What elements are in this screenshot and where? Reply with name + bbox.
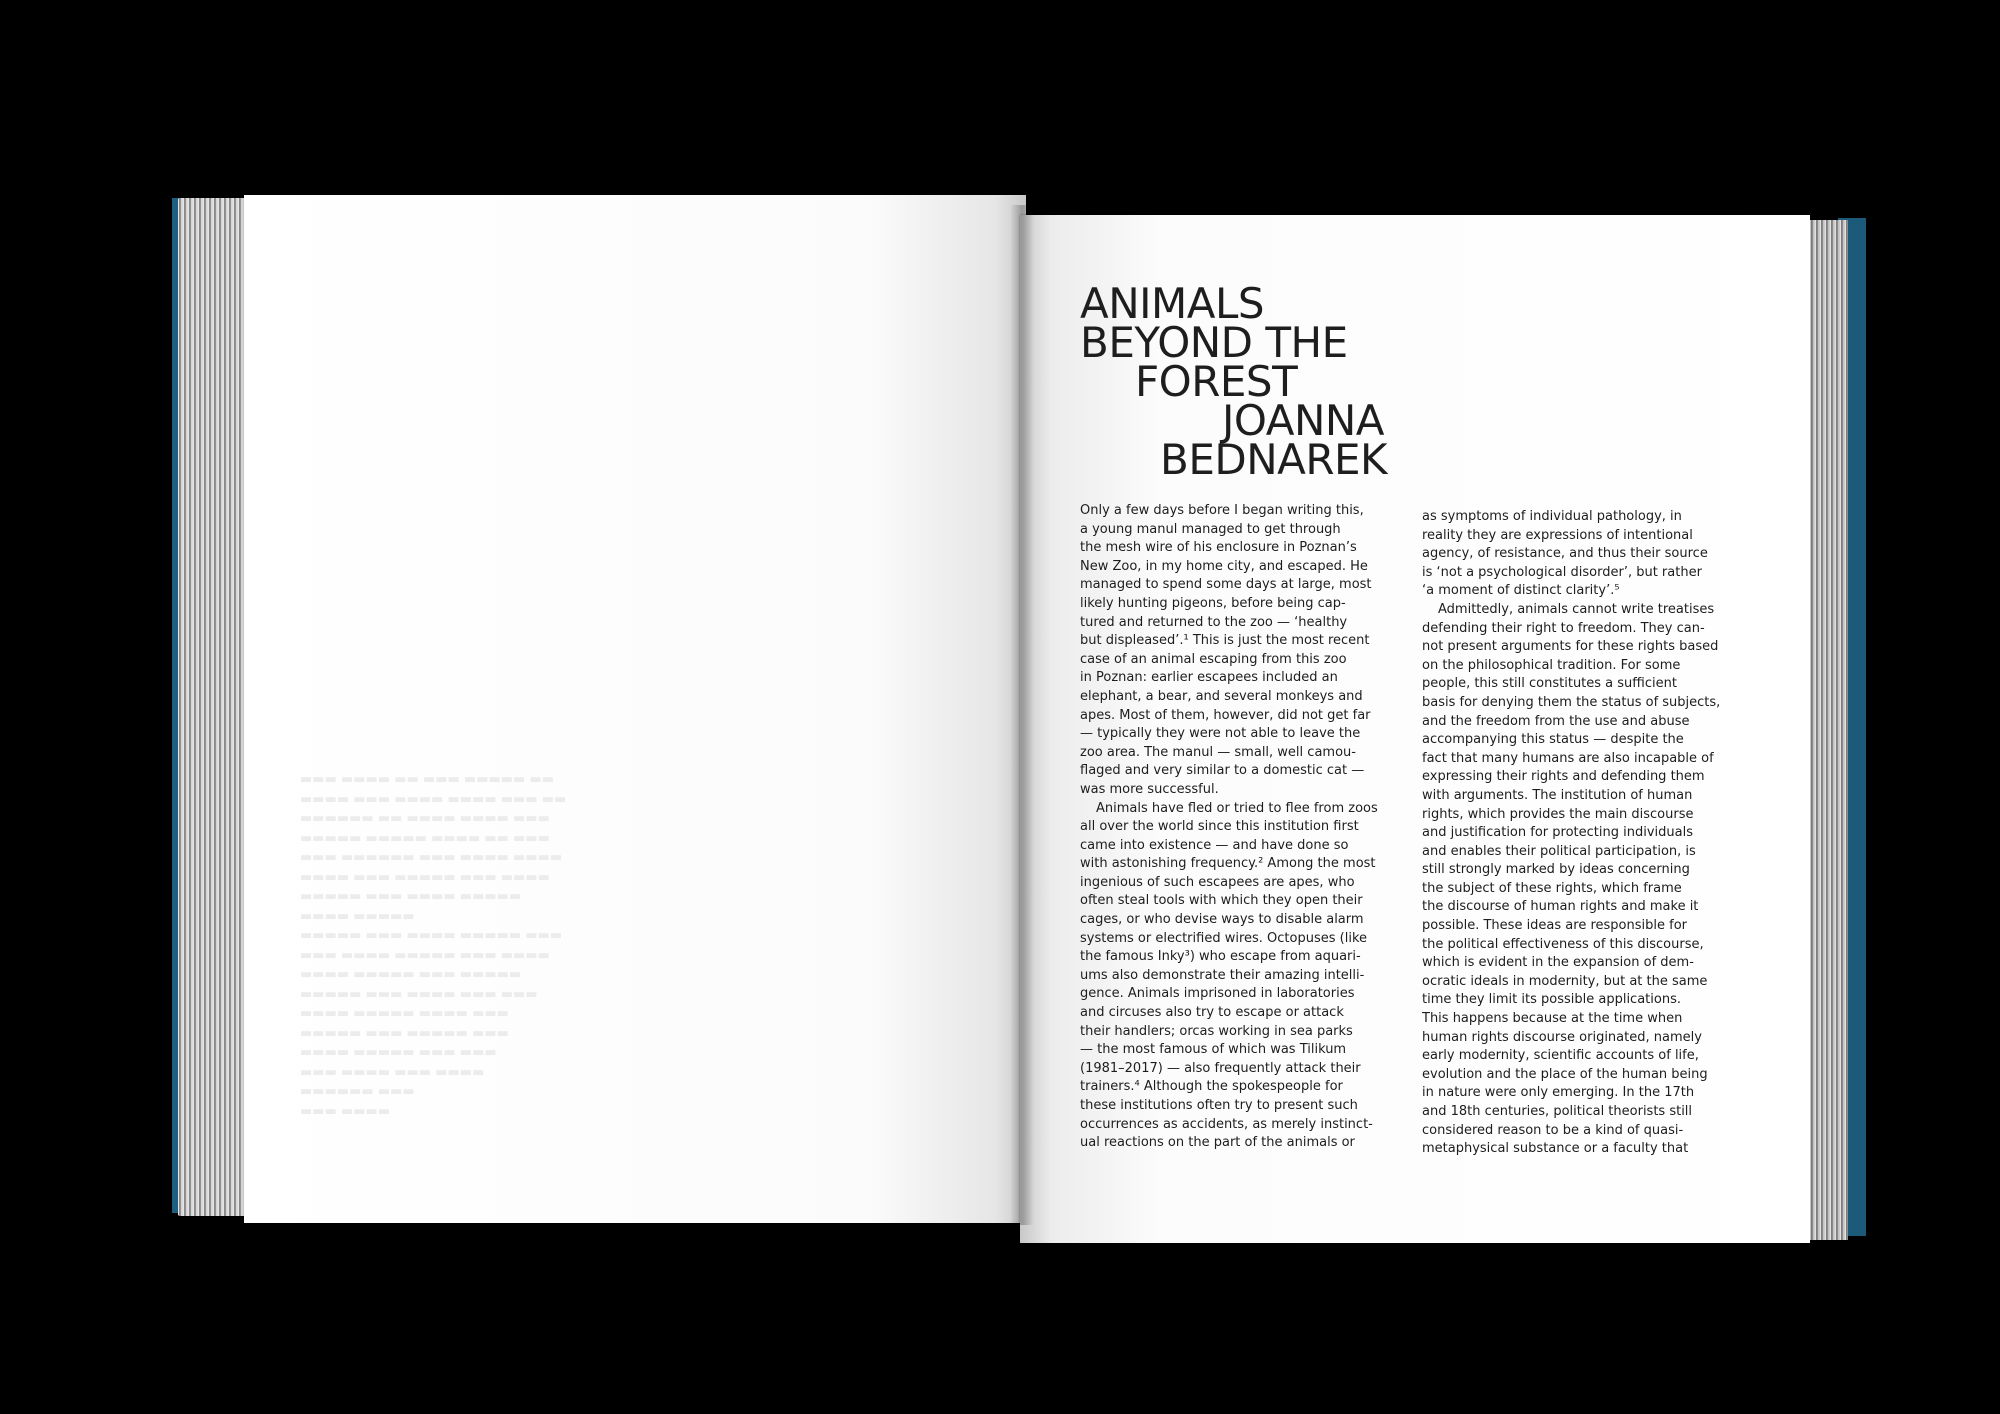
- paragraph: [1080, 800, 1405, 1153]
- text-line: (1981–2017) — also frequently attack their: [1080, 1060, 1361, 1076]
- text-line: elephant, a bear, and several monkeys and: [1080, 688, 1363, 704]
- author-line: JOANNA: [1222, 396, 1385, 445]
- text-line: is ‘not a psychological disorder’, but rather: [1422, 564, 1702, 580]
- text-line: was more successful.: [1080, 781, 1219, 797]
- text-line: the famous Inky³) who escape from aquari-: [1080, 949, 1361, 965]
- text-line: ‘a moment of distinct clarity’.⁵: [1422, 583, 1620, 599]
- text-line: This happens because at the time when: [1422, 1011, 1683, 1027]
- text-line: gence. Animals imprisoned in laboratories: [1080, 986, 1355, 1002]
- text-line: fact that many humans are also incapable of: [1422, 750, 1714, 766]
- show-through-footnotes: ▬▬▬ ▬▬▬▬ ▬▬ ▬▬▬ ▬▬▬▬▬ ▬▬ ▬▬▬▬ ▬▬▬ ▬▬▬▬ ▬▬▬▬ ▬▬▬ ▬▬ ▬▬▬▬▬▬ ▬▬ ▬▬▬▬ ▬▬▬▬ ▬▬▬ ▬▬▬▬▬ ▬▬▬▬▬ ▬▬▬▬ ▬▬ ▬▬▬ ▬▬▬ ▬▬▬▬▬▬ ▬▬▬ ▬▬▬▬ ▬▬▬▬ ▬▬▬▬ ▬▬▬ ▬▬▬▬▬ ▬▬▬ ▬▬▬▬ ▬▬▬▬▬ ▬▬▬ ▬▬▬▬ ▬▬▬▬▬ ▬▬▬▬ ▬▬▬▬▬ ▬▬▬▬▬ ▬▬▬ ▬▬▬▬ ▬▬▬▬▬ ▬▬▬ ▬▬▬ ▬▬▬▬ ▬▬▬▬▬ ▬▬▬ ▬▬▬▬ ▬▬▬▬ ▬▬▬▬▬ ▬▬▬ ▬▬▬▬▬ ▬▬▬▬▬ ▬▬▬ ▬▬▬▬ ▬▬▬ ▬▬▬ ▬▬▬▬ ▬▬▬▬▬ ▬▬▬▬ ▬▬▬ ▬▬▬▬▬ ▬▬▬ ▬▬▬▬▬ ▬▬▬ ▬▬▬▬ ▬▬▬▬▬ ▬▬▬ ▬▬▬ ▬▬▬ ▬▬▬▬ ▬▬▬ ▬▬▬▬ ▬▬▬▬▬▬ ▬▬▬ ▬▬▬ ▬▬▬▬: [300, 772, 567, 1119]
- text-line: their handlers; orcas working in sea parks: [1080, 1023, 1353, 1039]
- text-line: agency, of resistance, and thus their source: [1422, 546, 1708, 562]
- text-line: ual reactions on the part of the animals or: [1080, 1135, 1355, 1151]
- text-line: often steal tools with which they open their: [1080, 893, 1363, 909]
- text-line: occurrences as accidents, as merely instinct-: [1080, 1116, 1373, 1132]
- text-line: and circuses also try to escape or attack: [1080, 1005, 1344, 1021]
- text-line: all over the world since this institution first: [1080, 819, 1359, 835]
- text-line: early modernity, scientific accounts of life,: [1422, 1048, 1699, 1064]
- text-line: possible. These ideas are responsible for: [1422, 918, 1687, 934]
- text-line: the political effectiveness of this discourse,: [1422, 936, 1704, 952]
- text-line: in nature were only emerging. In the 17th: [1422, 1085, 1695, 1101]
- text-line: Admittedly, animals cannot write treatises: [1438, 601, 1715, 617]
- text-line: on the philosophical tradition. For some: [1422, 657, 1681, 673]
- text-line: cages, or who devise ways to disable alarm: [1080, 912, 1364, 928]
- text-line: Only a few days before I began writing this,: [1080, 503, 1364, 518]
- text-line: and the freedom from the use and abuse: [1422, 713, 1690, 729]
- text-line: people, this still constitutes a sufficient: [1422, 676, 1677, 692]
- text-line: — typically they were not able to leave the: [1080, 726, 1361, 742]
- text-line: case of an animal escaping from this zoo: [1080, 651, 1347, 667]
- text-line: expressing their rights and defending them: [1422, 769, 1705, 785]
- page-stack-left: [178, 198, 248, 1216]
- text-line: and justification for protecting individuals: [1422, 825, 1693, 841]
- text-line: metaphysical substance or a faculty that: [1422, 1141, 1689, 1157]
- text-line: ocratic ideals in modernity, but at the same: [1422, 973, 1708, 989]
- text-line: as symptoms of individual pathology, in: [1422, 509, 1682, 524]
- text-line: apes. Most of them, however, did not get far: [1080, 707, 1371, 723]
- paragraph: [1422, 601, 1747, 1159]
- text-line: a young manul managed to get through: [1080, 521, 1341, 537]
- paragraph: [1080, 502, 1405, 800]
- title-line: FOREST: [1135, 357, 1298, 406]
- text-line: ums also demonstrate their amazing intelli-: [1080, 967, 1365, 983]
- body-column-2: [1422, 508, 1747, 1159]
- text-line: evolution and the place of the human being: [1422, 1066, 1708, 1082]
- author-line: BEDNAREK: [1160, 435, 1388, 484]
- text-line: trainers.⁴ Although the spokespeople for: [1080, 1079, 1343, 1095]
- text-line: these institutions often try to present such: [1080, 1098, 1358, 1113]
- text-line: reality they are expressions of intentional: [1422, 527, 1693, 543]
- text-line: which is evident in the expansion of dem-: [1422, 955, 1694, 971]
- text-line: still strongly marked by ideas concerning: [1422, 862, 1690, 878]
- title-line: BEYOND THE: [1080, 318, 1348, 367]
- text-line: accompanying this status — despite the: [1422, 732, 1684, 748]
- text-line: in Poznan: earlier escapees included an: [1080, 670, 1338, 686]
- text-line: the mesh wire of his enclosure in Poznan’s: [1080, 540, 1357, 556]
- text-line: zoo area. The manul — small, well camou-: [1080, 744, 1356, 760]
- text-line: tured and returned to the zoo — ‘healthy: [1080, 614, 1348, 630]
- text-line: the subject of these rights, which frame: [1422, 880, 1682, 896]
- text-line: considered reason to be a kind of quasi-: [1422, 1122, 1684, 1138]
- title-line: ANIMALS: [1080, 279, 1265, 328]
- text-line: New Zoo, in my home city, and escaped. He: [1080, 558, 1368, 574]
- text-line: and enables their political participation, is: [1422, 843, 1696, 859]
- text-line: the discourse of human rights and make it: [1422, 899, 1699, 915]
- text-line: ingenious of such escapees are apes, who: [1080, 874, 1355, 890]
- body-column-1: [1080, 502, 1405, 1153]
- text-line: time they limit its possible applications.: [1422, 992, 1681, 1008]
- text-line: not present arguments for these rights based: [1422, 639, 1719, 655]
- text-line: defending their right to freedom. They can-: [1422, 620, 1705, 636]
- text-line: Animals have fled or tried to flee from zoos: [1096, 800, 1378, 816]
- text-line: human rights discourse originated, namely: [1422, 1029, 1702, 1045]
- article-title: [1080, 279, 1388, 484]
- text-line: with arguments. The institution of human: [1422, 787, 1693, 803]
- text-line: basis for denying them the status of subjects,: [1422, 694, 1721, 710]
- text-line: systems or electrified wires. Octopuses (like: [1080, 930, 1368, 946]
- text-line: came into existence — and have done so: [1080, 837, 1349, 853]
- text-line: and 18th centuries, political theorists still: [1422, 1104, 1693, 1119]
- text-line: — the most famous of which was Tilikum: [1080, 1042, 1347, 1058]
- text-line: managed to spend some days at large, most: [1080, 577, 1372, 593]
- text-line: but displeased’.¹ This is just the most recent: [1080, 633, 1370, 649]
- text-line: rights, which provides the main discourse: [1422, 806, 1694, 822]
- text-line: with astonishing frequency.² Among the most: [1080, 856, 1376, 872]
- text-line: flaged and very similar to a domestic cat —: [1080, 763, 1365, 779]
- book-gutter: [1010, 205, 1034, 1225]
- paragraph: [1422, 508, 1747, 601]
- text-line: likely hunting pigeons, before being cap-: [1080, 595, 1346, 611]
